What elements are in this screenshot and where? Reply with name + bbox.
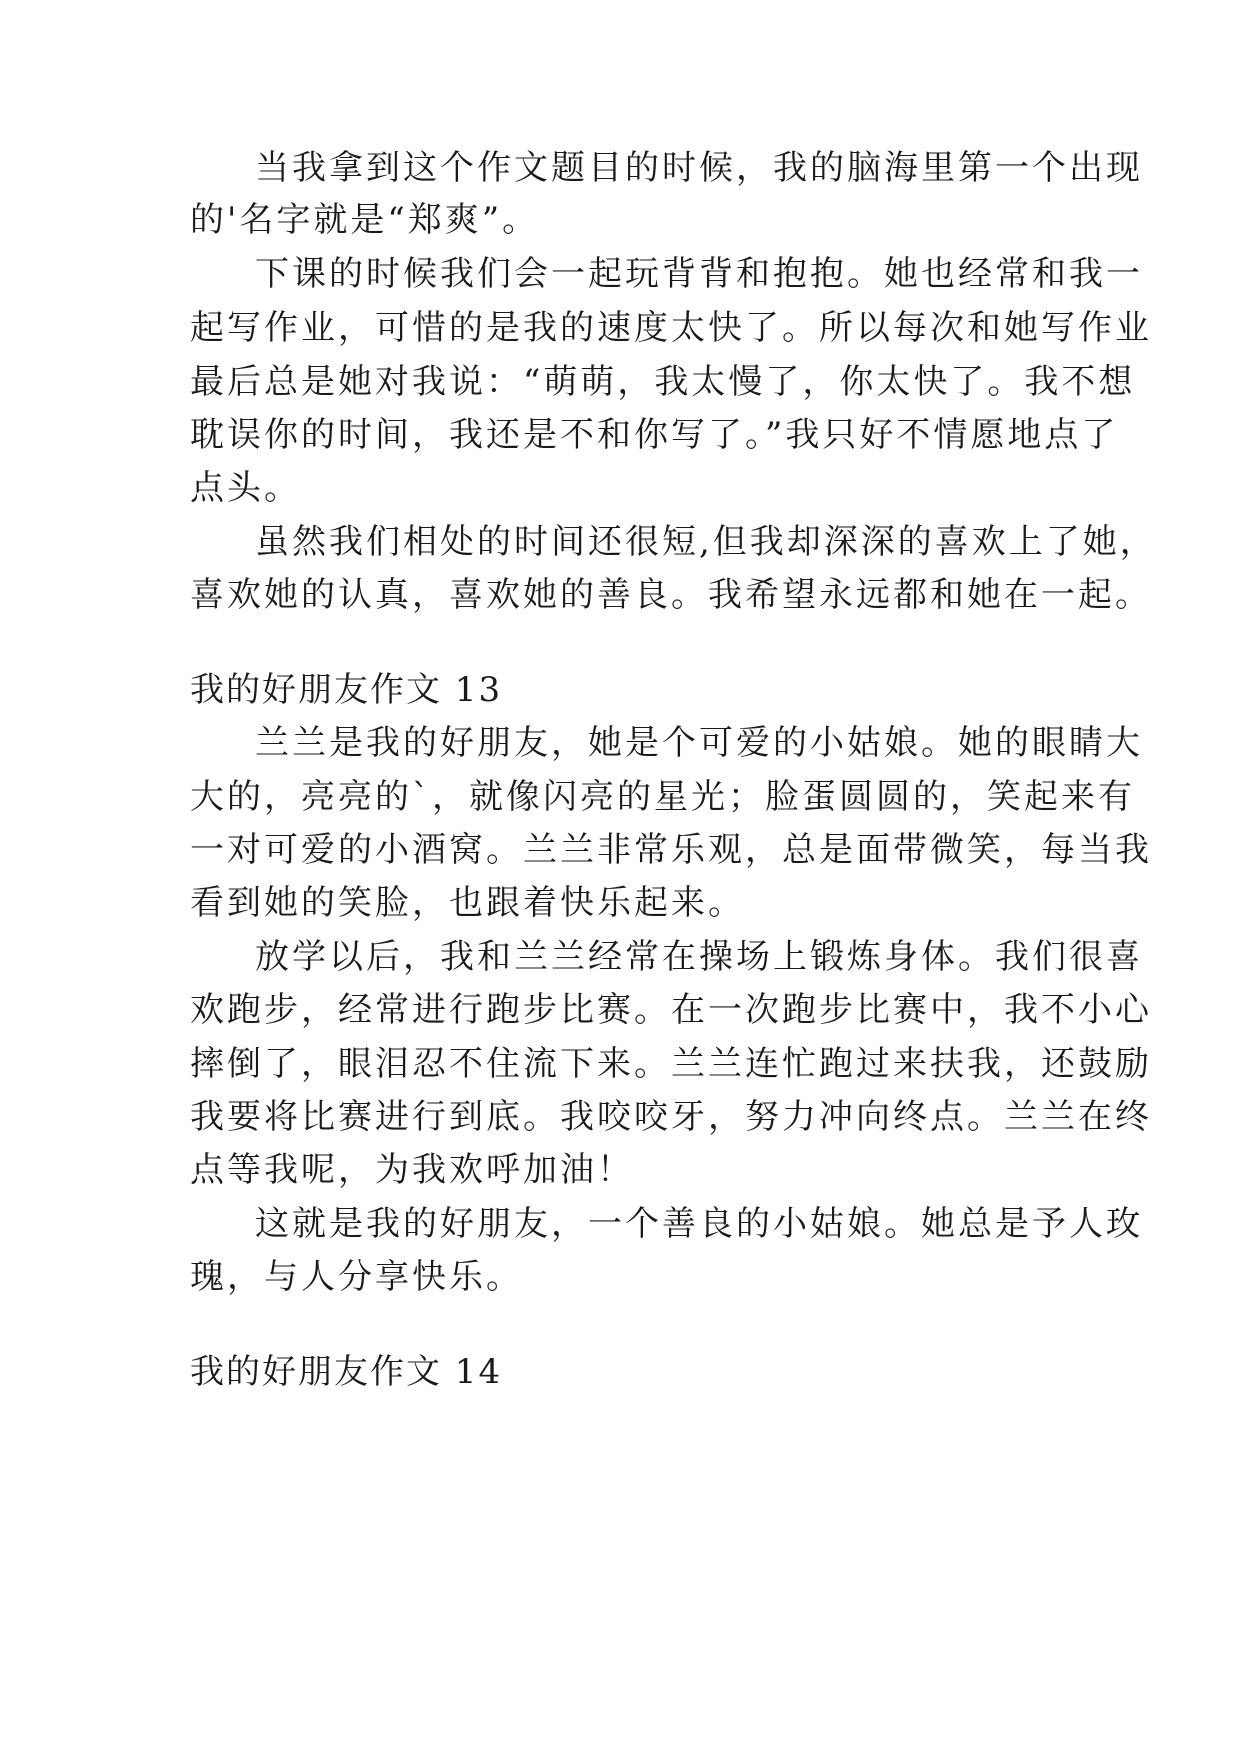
- paragraph-line: 最后总是她对我说：“萌萌，我太慢了，你太快了。我不想: [190, 362, 1136, 402]
- paragraph-line: 摔倒了，眼泪忍不住流下来。兰兰连忙跑过来扶我，还鼓励: [190, 1044, 1152, 1084]
- paragraph-line: 的'名字就是“郑爽”。: [190, 200, 540, 240]
- paragraph-line: 点等我呢，为我欢呼加油！: [190, 1150, 634, 1190]
- paragraph-line: 我要将比赛进行到底。我咬咬牙，努力冲向终点。兰兰在终: [190, 1097, 1152, 1137]
- paragraph-line: 虽然我们相处的时间还很短,但我却深深的喜欢上了她，: [255, 522, 1157, 562]
- paragraph-line: 瑰，与人分享快乐。: [190, 1257, 523, 1297]
- paragraph-line: 下课的时候我们会一起玩背背和抱抱。她也经常和我一: [255, 254, 1143, 294]
- paragraph-line: 这就是我的好朋友，一个善良的小姑娘。她总是予人玫: [255, 1204, 1143, 1244]
- paragraph-line: 兰兰是我的好朋友，她是个可爱的小姑娘。她的眼睛大: [255, 723, 1143, 763]
- paragraph-line: 当我拿到这个作文题目的时候，我的脑海里第一个出现: [255, 148, 1143, 188]
- section-heading: 我的好朋友作文 13: [190, 670, 503, 710]
- paragraph-line: 起写作业，可惜的是我的速度太快了。所以每次和她写作业: [190, 308, 1152, 348]
- paragraph-line: 耽误你的时间，我还是不和你写了。”我只好不情愿地点了: [190, 415, 1119, 455]
- paragraph-line: 喜欢她的认真，喜欢她的善良。我希望永远都和她在一起。: [190, 575, 1152, 615]
- paragraph-line: 放学以后，我和兰兰经常在操场上锻炼身体。我们很喜: [255, 937, 1143, 977]
- paragraph-line: 大的，亮亮的`，就像闪亮的星光；脸蛋圆圆的，笑起来有: [190, 777, 1135, 817]
- paragraph-line: 看到她的笑脸，也跟着快乐起来。: [190, 883, 745, 923]
- paragraph-line: 欢跑步，经常进行跑步比赛。在一次跑步比赛中，我不小心: [190, 990, 1152, 1030]
- section-heading: 我的好朋友作文 14: [190, 1352, 503, 1392]
- paragraph-line: 一对可爱的小酒窝。兰兰非常乐观，总是面带微笑，每当我: [190, 830, 1152, 870]
- paragraph-line: 点头。: [190, 468, 301, 508]
